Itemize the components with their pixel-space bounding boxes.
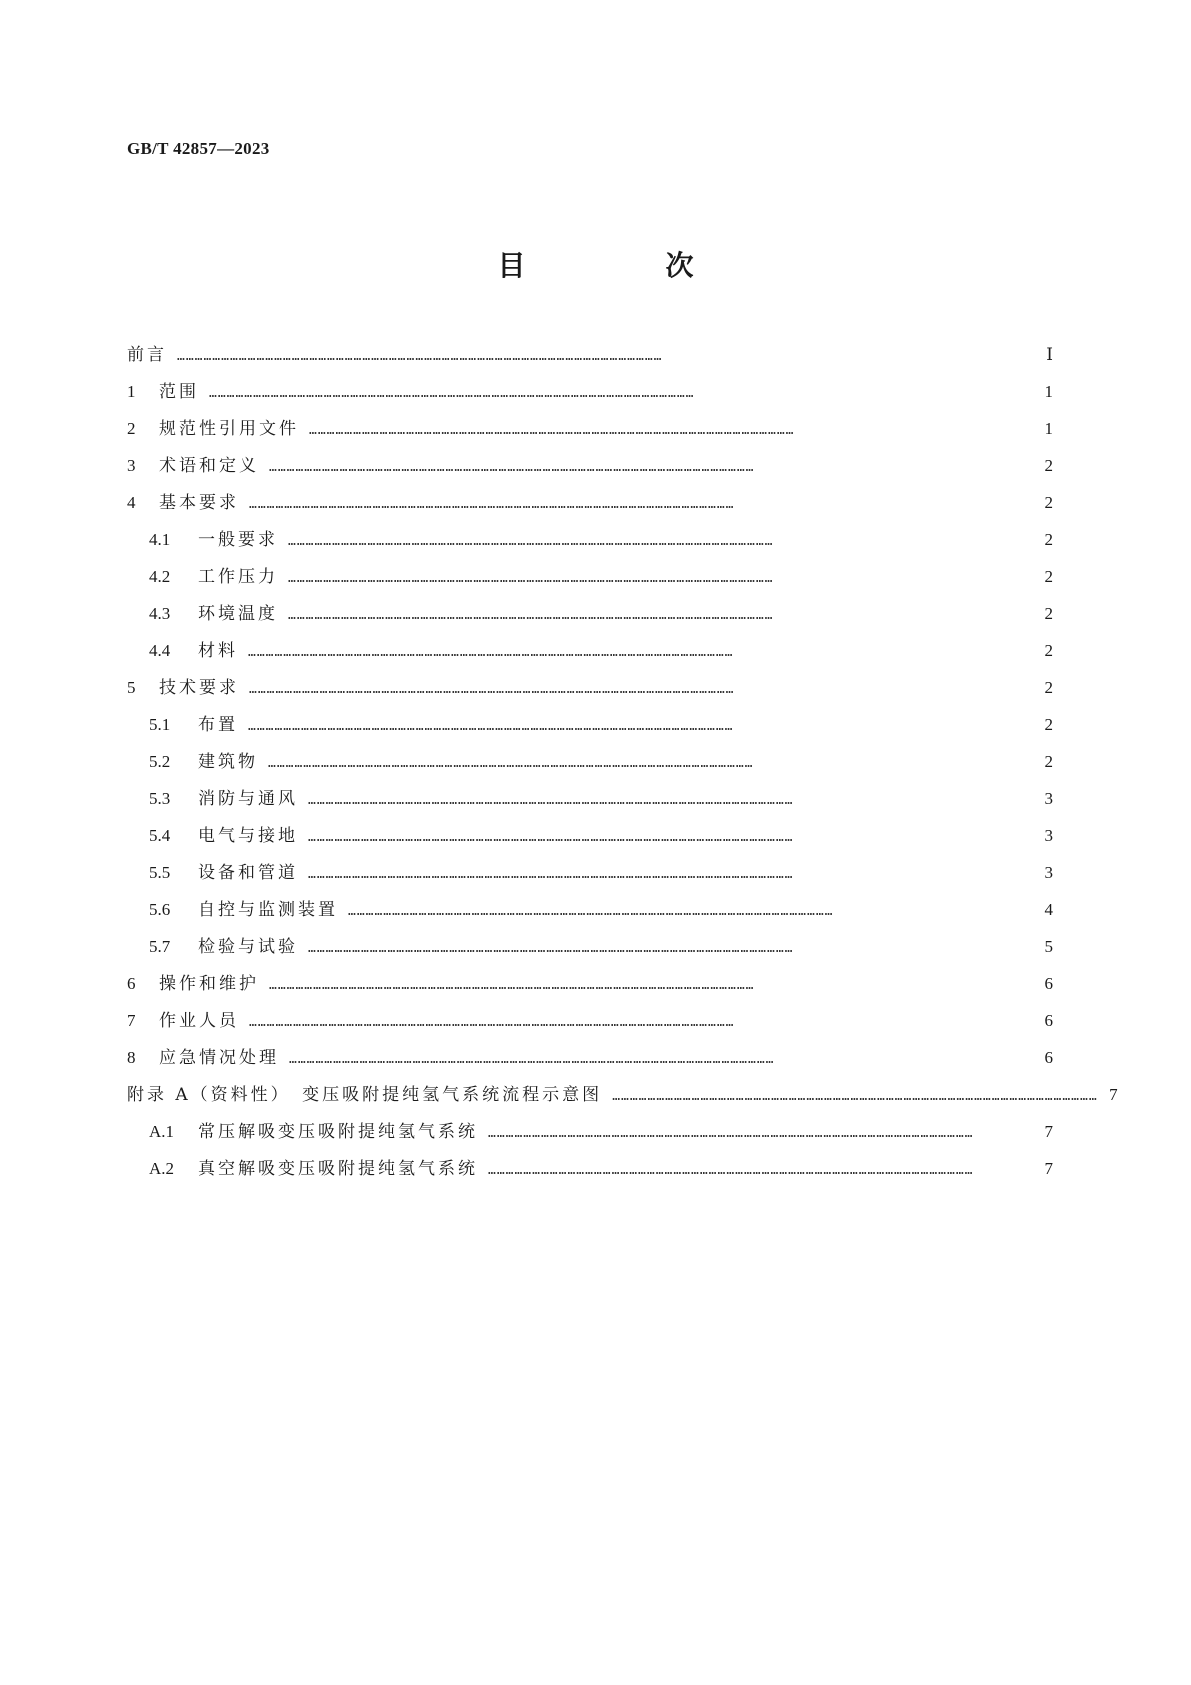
toc-entry-page: 5 bbox=[1044, 937, 1053, 956]
toc-entry-label: 技术要求 bbox=[159, 678, 239, 698]
toc-entry-page: 1 bbox=[1044, 419, 1053, 438]
toc-leader-dots: ………………………………………………………………………………………………………………………………………………… bbox=[209, 386, 695, 401]
toc-entry-page: 1 bbox=[1044, 382, 1053, 401]
toc-entry-number: 4.3 bbox=[149, 604, 171, 623]
toc-entry-label: 常压解吸变压吸附提纯氢气系统 bbox=[198, 1122, 478, 1142]
toc-leader-dots: ………………………………………………………………………………………………………………………………………………… bbox=[288, 571, 774, 586]
toc-entry-label: 作业人员 bbox=[159, 1011, 239, 1031]
toc-entry-page: 7 bbox=[1109, 1085, 1118, 1104]
toc-entry-page: 6 bbox=[1044, 1048, 1053, 1067]
toc-entry-label: 建筑物 bbox=[198, 752, 258, 772]
toc-leader-dots: ………………………………………………………………………………………………………………………………………………… bbox=[612, 1089, 1098, 1104]
toc-entry-page: 2 bbox=[1044, 493, 1053, 512]
toc-entry-3[interactable] bbox=[127, 451, 1053, 488]
toc-entry-number: 4.4 bbox=[149, 641, 171, 660]
toc-entry-label: 基本要求 bbox=[159, 493, 239, 513]
toc-entry-page: 4 bbox=[1044, 900, 1053, 919]
toc-leader-dots: ………………………………………………………………………………………………………………………………………………… bbox=[488, 1126, 974, 1141]
toc-entry-label: 设备和管道 bbox=[198, 863, 298, 883]
toc-title: 目 次 bbox=[497, 249, 750, 282]
toc-leader-dots: ………………………………………………………………………………………………………………………………………………… bbox=[488, 1163, 974, 1178]
toc-leader-dots: ………………………………………………………………………………………………………………………………………………… bbox=[348, 904, 834, 919]
toc-entry-number: 2 bbox=[127, 419, 136, 438]
toc-entry-number: A.1 bbox=[149, 1122, 175, 1141]
toc-entry-label: 规范性引用文件 bbox=[159, 419, 299, 439]
toc-entry-number: 5.7 bbox=[149, 937, 171, 956]
toc-entry-number: 3 bbox=[127, 456, 136, 475]
toc-entry-number: 4.1 bbox=[149, 530, 171, 549]
toc-entry-number: 5.5 bbox=[149, 863, 171, 882]
toc-entry-1[interactable] bbox=[127, 377, 1053, 414]
toc-entry-page: 3 bbox=[1044, 863, 1053, 882]
toc-entry-number: 5.2 bbox=[149, 752, 171, 771]
toc-leader-dots: ………………………………………………………………………………………………………………………………………………… bbox=[308, 867, 794, 882]
toc-entry-5-2[interactable] bbox=[127, 747, 1053, 784]
toc-leader-dots: ………………………………………………………………………………………………………………………………………………… bbox=[248, 719, 734, 734]
toc-entry-5-4[interactable] bbox=[127, 821, 1053, 858]
toc-entry-page: 2 bbox=[1044, 678, 1053, 697]
toc-leader-dots: ………………………………………………………………………………………………………………………………………………… bbox=[249, 682, 735, 697]
toc-entry-label: 附录 A（资料性） 变压吸附提纯氢气系统流程示意图 bbox=[127, 1085, 603, 1105]
toc-leader-dots: ………………………………………………………………………………………………………………………………………………… bbox=[249, 1015, 735, 1030]
toc-entry-page: 2 bbox=[1044, 604, 1053, 623]
toc-entry-label: 消防与通风 bbox=[198, 789, 298, 809]
toc-entry-label: 真空解吸变压吸附提纯氢气系统 bbox=[198, 1159, 478, 1179]
toc-entry-number: 5.6 bbox=[149, 900, 171, 919]
toc-leader-dots: ………………………………………………………………………………………………………………………………………………… bbox=[248, 645, 734, 660]
toc-entry-label: 操作和维护 bbox=[159, 974, 259, 994]
toc-entry-8[interactable] bbox=[127, 1043, 1053, 1080]
toc-leader-dots: ………………………………………………………………………………………………………………………………………………… bbox=[269, 978, 755, 993]
toc-entry-number: 7 bbox=[127, 1011, 136, 1030]
toc-entry-a-1[interactable] bbox=[127, 1117, 1053, 1154]
toc-entry-number: 5.1 bbox=[149, 715, 171, 734]
toc-entry-5-7[interactable] bbox=[127, 932, 1053, 969]
toc-entry-number: 4.2 bbox=[149, 567, 171, 586]
toc-entry-label: 环境温度 bbox=[198, 604, 278, 624]
toc-entry-label: 自控与监测装置 bbox=[198, 900, 338, 920]
toc-leader-dots: ………………………………………………………………………………………………………………………………………………… bbox=[268, 756, 754, 771]
toc-entry-label: 材料 bbox=[198, 641, 238, 661]
toc-entry-5[interactable] bbox=[127, 673, 1053, 710]
toc-entry-page: 2 bbox=[1044, 715, 1053, 734]
toc-entry-7[interactable] bbox=[127, 1006, 1053, 1043]
toc-entry-label: 检验与试验 bbox=[198, 937, 298, 957]
toc-entry-5-3[interactable] bbox=[127, 784, 1053, 821]
toc-leader-dots: ………………………………………………………………………………………………………………………………………………… bbox=[177, 349, 663, 364]
toc-entry-page: 2 bbox=[1044, 567, 1053, 586]
toc-entry-number: 5.4 bbox=[149, 826, 171, 845]
toc-leader-dots: ………………………………………………………………………………………………………………………………………………… bbox=[269, 460, 755, 475]
toc-entry-label: 范围 bbox=[159, 382, 199, 402]
toc-leader-dots: ………………………………………………………………………………………………………………………………………………… bbox=[288, 608, 774, 623]
toc-entry-4-3[interactable] bbox=[127, 599, 1053, 636]
toc-entry-label: 电气与接地 bbox=[198, 826, 298, 846]
toc-entry-4[interactable] bbox=[127, 488, 1053, 525]
toc-entry-number: 5.3 bbox=[149, 789, 171, 808]
toc-entry-page: 2 bbox=[1044, 752, 1053, 771]
toc-entry-page: 7 bbox=[1044, 1122, 1053, 1141]
toc-entry-label: 应急情况处理 bbox=[159, 1048, 279, 1068]
toc-leader-dots: ………………………………………………………………………………………………………………………………………………… bbox=[308, 830, 794, 845]
toc-leader-dots: ………………………………………………………………………………………………………………………………………………… bbox=[249, 497, 735, 512]
toc-entry-number: 4 bbox=[127, 493, 136, 512]
toc-entry-5-1[interactable] bbox=[127, 710, 1053, 747]
toc-entry-page: 2 bbox=[1044, 456, 1053, 475]
toc-entry-4-4[interactable] bbox=[127, 636, 1053, 673]
toc-entry-page: 2 bbox=[1044, 641, 1053, 660]
toc-entry-foreword[interactable] bbox=[127, 340, 1053, 377]
toc-entry-label: 术语和定义 bbox=[159, 456, 259, 476]
toc-entry-page: 6 bbox=[1044, 1011, 1053, 1030]
toc-entry-page: Ⅰ bbox=[1046, 345, 1053, 364]
toc-entry-number: A.2 bbox=[149, 1159, 175, 1178]
toc-entry-number: 1 bbox=[127, 382, 136, 401]
toc-entry-number: 6 bbox=[127, 974, 136, 993]
toc-entry-label: 工作压力 bbox=[198, 567, 278, 587]
toc-entry-label: 布置 bbox=[198, 715, 238, 735]
toc-entry-2[interactable] bbox=[127, 414, 1053, 451]
toc-entry-label: 一般要求 bbox=[198, 530, 278, 550]
toc-entry-page: 3 bbox=[1044, 789, 1053, 808]
toc-entry-number: 8 bbox=[127, 1048, 136, 1067]
toc-entry-page: 3 bbox=[1044, 826, 1053, 845]
toc-entry-page: 6 bbox=[1044, 974, 1053, 993]
table-of-contents bbox=[127, 340, 1118, 1191]
toc-leader-dots: ………………………………………………………………………………………………………………………………………………… bbox=[289, 1052, 775, 1067]
toc-leader-dots: ………………………………………………………………………………………………………………………………………………… bbox=[309, 423, 795, 438]
toc-entry-page: 2 bbox=[1044, 530, 1053, 549]
toc-entry-4-2[interactable] bbox=[127, 562, 1053, 599]
toc-entry-5-6[interactable] bbox=[127, 895, 1053, 932]
toc-entry-number: 5 bbox=[127, 678, 136, 697]
toc-entry-page: 7 bbox=[1044, 1159, 1053, 1178]
toc-entry-5-5[interactable] bbox=[127, 858, 1053, 895]
toc-entry-label: 前言 bbox=[127, 345, 167, 365]
toc-leader-dots: ………………………………………………………………………………………………………………………………………………… bbox=[308, 941, 794, 956]
toc-entry-4-1[interactable] bbox=[127, 525, 1053, 562]
document-code: GB/T 42857—2023 bbox=[127, 139, 270, 158]
toc-entry-6[interactable] bbox=[127, 969, 1053, 1006]
toc-entry-a-2[interactable] bbox=[127, 1154, 1053, 1191]
toc-leader-dots: ………………………………………………………………………………………………………………………………………………… bbox=[288, 534, 774, 549]
toc-leader-dots: ………………………………………………………………………………………………………………………………………………… bbox=[308, 793, 794, 808]
toc-entry-appendix-a[interactable] bbox=[127, 1080, 1118, 1117]
